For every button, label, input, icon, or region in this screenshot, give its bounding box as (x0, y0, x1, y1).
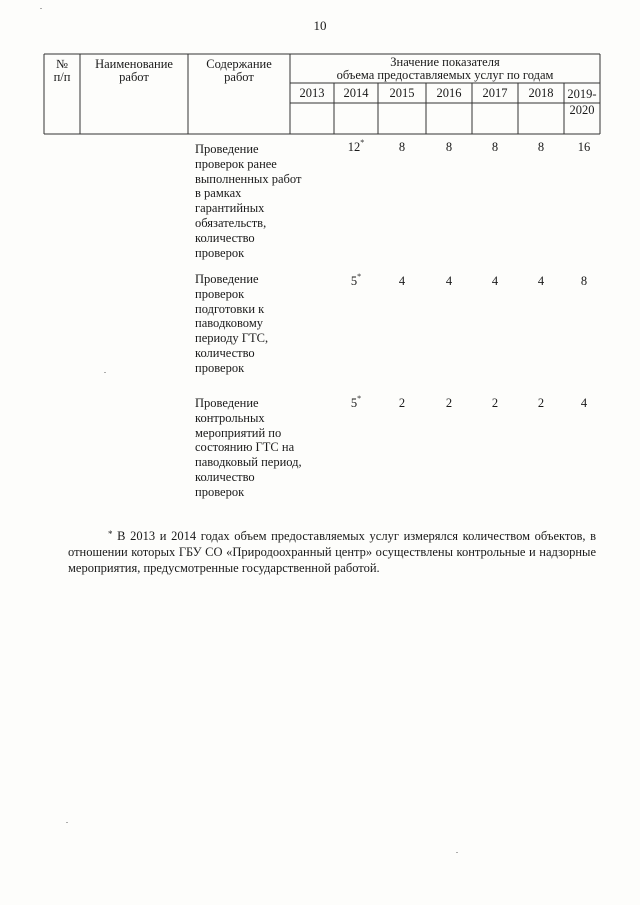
row-2-value-2018: 4 (537, 274, 545, 288)
row-1-value-2015: 8 (398, 140, 406, 154)
year-header-2018: 2018 (528, 86, 554, 100)
footnote (68, 528, 596, 576)
header-number (44, 58, 80, 84)
header-number-line2: п/п (53, 70, 71, 84)
scan-speck (456, 852, 458, 853)
year-header-2014: 2014 (343, 86, 369, 100)
row-2-value-2016: 4 (445, 274, 453, 288)
row-1-value-2019-2020: 16 (577, 140, 591, 154)
row-1-value-2014-mark: * (360, 138, 365, 147)
header-work-content (188, 58, 290, 84)
row-1-value-2014-number: 12 (347, 140, 361, 154)
row-2-value-2014-number: 5 (350, 274, 358, 288)
row-3-value-2015: 2 (398, 396, 406, 410)
header-work-name-line2: работ (119, 70, 149, 84)
row-3-description: Проведение контрольных мероприятий по состоянию ГТС на паводковый период, количество проверок (195, 396, 302, 499)
row-3-value-2014-mark: * (357, 394, 362, 403)
row-3-value-2017: 2 (491, 396, 499, 410)
row-3-value-2018: 2 (537, 396, 545, 410)
row-1-value-2017: 8 (491, 140, 499, 154)
row-2-description: Проведение проверок подготовки к паводковому периоду ГТС, количество проверок (195, 272, 269, 375)
row-1-value-2014 (336, 140, 376, 155)
header-indicator-line1: Значение показателя (390, 55, 500, 69)
row-3-value-2016: 2 (445, 396, 453, 410)
footnote-text: В 2013 и 2014 годах объем предоставляемых услуг измерялся количеством объектов, в отношении которых ГБУ СО «Природоохранный центр» осуществлены контрольные и надзорные мероприятия, предусмотренные государственной работой. (68, 529, 597, 575)
scan-speck (104, 372, 106, 373)
header-work-name (80, 58, 188, 84)
year-header-2017: 2017 (482, 86, 508, 100)
scan-speck (40, 8, 42, 9)
row-3-value-2014-number: 5 (350, 396, 358, 410)
page-number: 10 (313, 18, 327, 33)
row-1-value-2016: 8 (445, 140, 453, 154)
row-2-value-2017: 4 (491, 274, 499, 288)
header-number-line1: № (56, 57, 68, 71)
header-indicator-value (290, 56, 600, 82)
row-2-value-2019-2020: 8 (580, 274, 588, 288)
header-work-name-line1: Наименование (95, 57, 173, 71)
row-3-value-2014 (336, 396, 376, 411)
row-1-value-2018: 8 (537, 140, 545, 154)
header-indicator-line2: объема предоставляемых услуг по годам (336, 68, 554, 82)
row-2-value-2014-mark: * (357, 272, 362, 281)
row-1-description: Проведение проверок ранее выполненных работ в рамках гарантийных обязательств, количество проверок (195, 142, 302, 260)
year-header-2015: 2015 (389, 86, 415, 100)
footnote-mark: * (108, 529, 113, 539)
year-header-2016: 2016 (436, 86, 462, 100)
year-header-2013: 2013 (299, 86, 325, 100)
scan-speck (66, 822, 68, 823)
row-2-value-2014 (336, 274, 376, 289)
header-work-content-line2: работ (224, 70, 254, 84)
header-work-content-line1: Содержание (206, 57, 272, 71)
row-3-value-2019-2020: 4 (580, 396, 588, 410)
row-2-value-2015: 4 (398, 274, 406, 288)
year-header-2019-2020: 2019- 2020 (567, 87, 597, 117)
